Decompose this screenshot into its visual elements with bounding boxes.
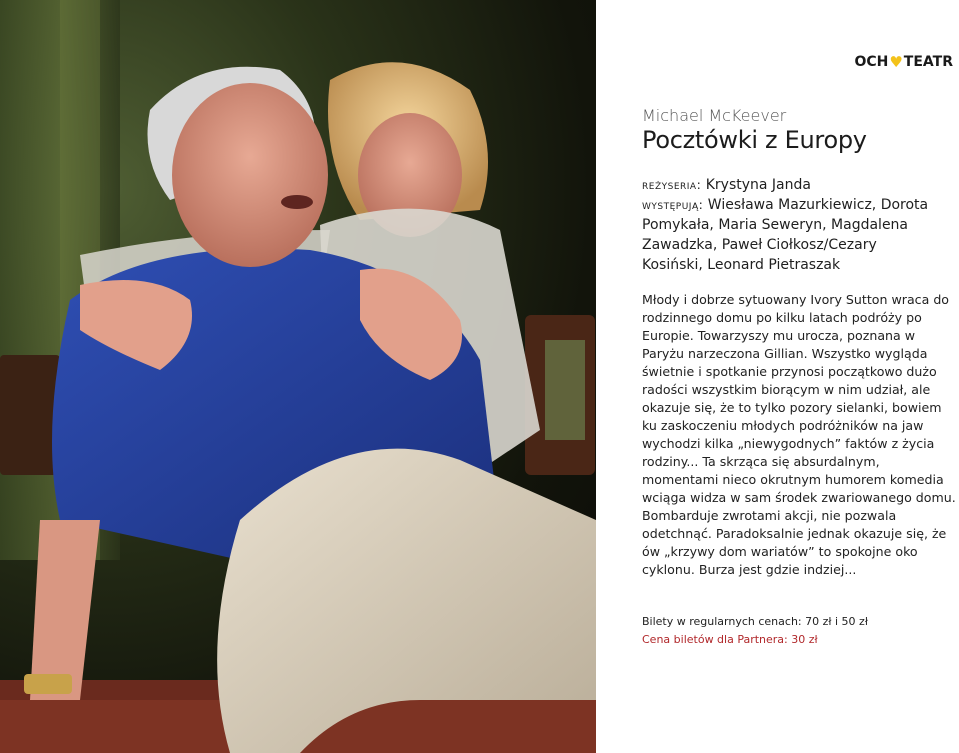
regular-price: Bilety w regularnych cenach: 70 zł i 50 zł	[642, 615, 868, 628]
cast-label: występują:	[642, 197, 704, 212]
cast-list: Wiesława Mazurkiewicz, Dorota Pomykała, Maria Seweryn, Magdalena Zawadzka, Paweł Ciołkosz/Cezary Kosiński, Leonard Pietraszak	[642, 197, 929, 273]
play-author: Michael McKeever	[642, 106, 787, 125]
director-name: Krystyna Janda	[705, 177, 811, 193]
heart-icon: ♥	[889, 53, 903, 71]
watch	[24, 674, 72, 694]
och-teatr-logo	[854, 53, 953, 71]
play-title: Pocztówki z Europy	[642, 126, 867, 154]
director-label: reżyseria:	[642, 177, 702, 192]
partner-price: Cena biletów dla Partnera: 30 zł	[642, 633, 818, 646]
man-face	[172, 83, 328, 267]
logo-text-left: OCH	[854, 54, 889, 70]
logo-text-right: TEATR	[903, 54, 953, 70]
credits	[642, 175, 942, 275]
play-description: Młody i dobrze sytuowany Ivory Sutton wraca do rodzinnego domu po kilku latach podróży po Europie. Towarzyszy mu urocza, poznana w Paryżu narzeczona Gillian. Wszystko wygląda świetnie i spotkanie przynosi początkowo dużo radości wszystkim biorącym w nim udział, ale okazuje się, że to tylko pozory sielanki, bowiem ku zaskoczeniu młodych podróżników na jaw wychodzi kilka „niewygodnych” faktów z życia rodziny... Ta skrząca się absurdalnym, momentami nieco okrutnym humorem komedia wciąga widza w sam środek zwariowanego domu. Bombarduje zwrotami akcji, nie pozwala odetchnąć. Paradoksalnie jednak okazuje się, że ów „krzywy dom wariatów” to spokojne oko cyklonu. Burza jest gdzie indziej...	[642, 292, 956, 577]
